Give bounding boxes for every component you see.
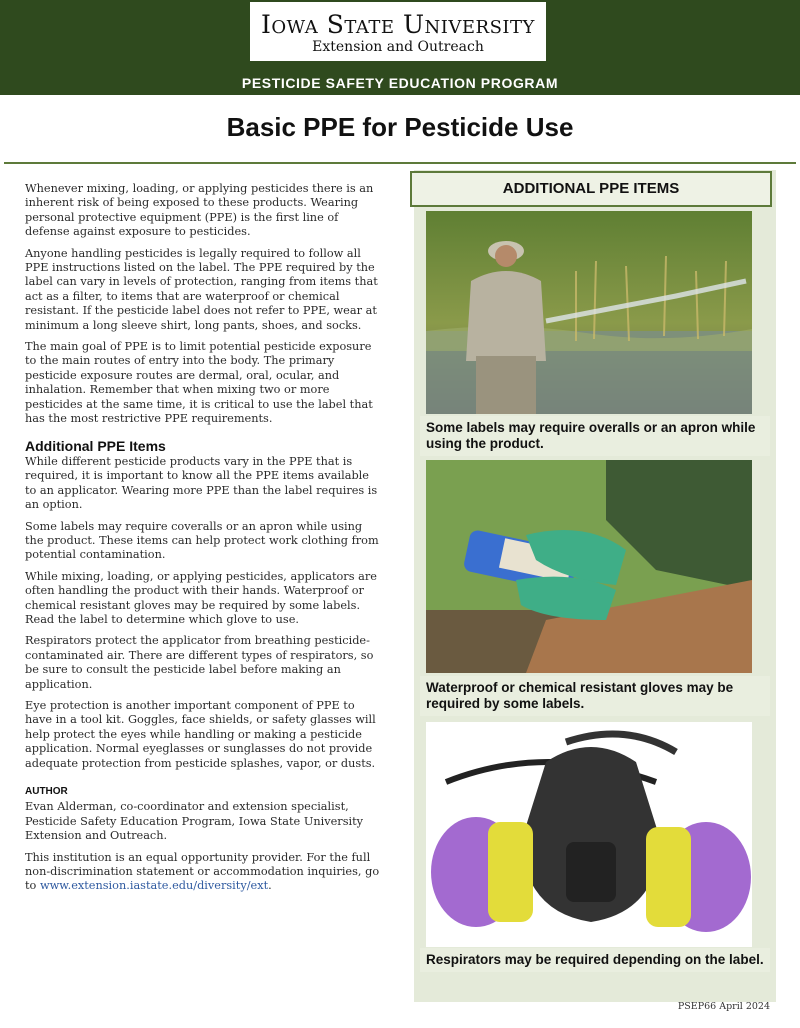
caption-overalls: Some labels may require overalls or an apron while using the product. xyxy=(420,416,770,456)
ppe-items-paragraph: While different pesticide products vary in the PPE that is required, it is important to know all the PPE items available to an applicator. Wearing more PPE than the label requires is an option. xyxy=(25,454,378,512)
legal-paragraph: Anyone handling pesticides is legally required to follow all PPE instructions listed on the label. The PPE required by the label can vary in levels of protection, ranging from items that act as a filter, to items that are waterproof or chemical resistant. If the pesticide label does not refer to PPE, wear at minimum a long sleeve shirt, long pants, shoes, and socks. xyxy=(25,246,378,332)
gloves-paragraph: While mixing, loading, or applying pesticides, applicators are often handling the product with their hands. Waterproof or chemical resistant gloves may be required by some labels. Read the label to determine which glove to use. xyxy=(25,569,377,626)
caption-gloves: Waterproof or chemical resistant gloves may be required by some labels. xyxy=(420,676,770,716)
sprayer-photo xyxy=(426,211,752,414)
university-logo xyxy=(250,2,546,61)
caption-respirators: Respirators may be required depending on the label. xyxy=(420,948,770,972)
gloves-illustration xyxy=(426,460,752,673)
author-text: Evan Alderman, co-coordinator and extension specialist, Pesticide Safety Education Program, Iowa State University Extension and Outreach. xyxy=(25,800,364,843)
logo-main-text: Iowa State University xyxy=(261,10,535,39)
logo-sub-text: Extension and Outreach xyxy=(312,39,484,55)
respirator-illustration xyxy=(426,722,752,947)
publication-code: PSEP66 April 2024 xyxy=(677,1001,770,1012)
coveralls-paragraph: Some labels may require coveralls or an apron while using the product. These items can help protect work clothing from potential contamination. xyxy=(25,519,379,562)
author-label: AUTHOR xyxy=(25,786,68,798)
page-title: Basic PPE for Pesticide Use xyxy=(226,112,574,142)
title-divider xyxy=(4,162,796,164)
diversity-link[interactable]: www.extension.iastate.edu/diversity/ext xyxy=(39,879,269,893)
equal-opportunity-end: . xyxy=(268,879,272,893)
section-heading: Additional PPE Items xyxy=(25,437,166,454)
equal-opportunity-statement: This institution is an equal opportunity provider. For the full non-discrimination statement or accommodation inquiries, go to xyxy=(25,850,380,893)
main-text-column xyxy=(25,182,381,901)
eye-protection-paragraph: Eye protection is another important component of PPE to have in a tool kit. Goggles, face shields, or safety glasses will help protect the eyes while handling or making a pesticide application. Normal eyeglasses or sunglasses do not provide adequate protection from pesticide splashes, vapor, or dusts. xyxy=(25,699,376,770)
program-name: PESTICIDE SAFETY EDUCATION PROGRAM xyxy=(241,75,559,91)
intro-paragraph: Whenever mixing, loading, or applying pesticides there is an inherent risk of being exposed to these products. Wearing personal protective equipment (PPE) is the first line of defense against exposure to pesticides. xyxy=(25,182,374,239)
equal-opportunity-text xyxy=(25,851,381,894)
exposure-paragraph: The main goal of PPE is to limit potential pesticide exposure to the main routes of entry into the body. The primary pesticide exposure routes are dermal, oral, ocular, and inhalation. Remember that when mixing two or more pesticides at the same time, it is critical to use the label that has the most restrictive PPE requirements. xyxy=(25,340,373,426)
respirator-photo xyxy=(426,722,752,947)
sidebar-heading: ADDITIONAL PPE ITEMS xyxy=(410,171,772,207)
gloves-photo xyxy=(426,460,752,673)
sprayer-illustration xyxy=(426,211,752,414)
respirators-paragraph: Respirators protect the applicator from breathing pesticide-contaminated air. There are different types of respirators, so be sure to consult the pesticide label before making an application. xyxy=(25,634,374,691)
header-band xyxy=(0,0,800,95)
